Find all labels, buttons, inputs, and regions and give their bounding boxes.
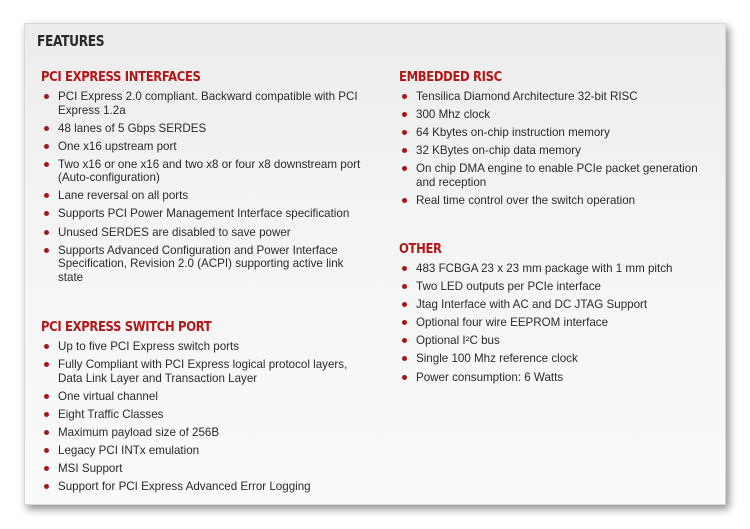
list-item: Supports Advanced Configuration and Power Interface Specification, Revision 2.0 (ACPI) supporting active link state [41,244,371,285]
list-item: PCI Express 2.0 compliant. Backward compatible with PCI Express 1.2a [41,90,371,117]
list-item: One virtual channel [41,390,371,404]
list-item: Eight Traffic Classes [41,408,371,422]
list-item: 300 Mhz clock [399,108,709,122]
list-item: On chip DMA engine to enable PCIe packet generation and reception [399,162,709,189]
list-item: Maximum payload size of 256B [41,426,371,440]
list-item: Jtag Interface with AC and DC JTAG Support [399,298,709,312]
feature-list [41,90,371,284]
section-title: PCI EXPRESS INTERFACES [41,69,201,85]
list-item: Fully Compliant with PCI Express logical protocol layers, Data Link Layer and Transaction Layer [41,358,371,385]
list-item: Two LED outputs per PCIe interface [399,280,709,294]
feature-list [399,90,709,207]
list-item: One x16 upstream port [41,140,371,154]
list-item: Single 100 Mhz reference clock [399,352,709,366]
section-title: PCI EXPRESS SWITCH PORT [41,319,212,335]
list-item: Up to five PCI Express switch ports [41,340,371,354]
list-item: Unused SERDES are disabled to save power [41,226,371,240]
list-item: 483 FCBGA 23 x 23 mm package with 1 mm pitch [399,262,709,276]
section-title: OTHER [399,241,442,257]
list-item: Optional I²C bus [399,334,709,348]
section-embedded-risc [399,69,709,212]
section-other [399,241,709,389]
list-item: MSI Support [41,462,371,476]
feature-list [399,262,709,384]
list-item: Supports PCI Power Management Interface specification [41,207,371,221]
list-item: Lane reversal on all ports [41,189,371,203]
list-item: Power consumption: 6 Watts [399,371,709,385]
list-item: Real time control over the switch operation [399,194,709,208]
list-item: 32 KBytes on-chip data memory [399,144,709,158]
features-card [24,23,726,505]
section-pci-express-switch-port [41,319,371,498]
list-item: 64 Kbytes on-chip instruction memory [399,126,709,140]
page-title: FEATURES [37,32,105,50]
list-item: Support for PCI Express Advanced Error Logging [41,480,371,494]
list-item: Optional four wire EEPROM interface [399,316,709,330]
section-pci-express-interfaces [41,69,371,289]
list-item: 48 lanes of 5 Gbps SERDES [41,122,371,136]
list-item: Legacy PCI INTx emulation [41,444,371,458]
list-item: Two x16 or one x16 and two x8 or four x8 downstream port (Auto-configuration) [41,158,371,185]
feature-list [41,340,371,494]
section-title: EMBEDDED RISC [399,69,502,85]
list-item: Tensilica Diamond Architecture 32-bit RISC [399,90,709,104]
